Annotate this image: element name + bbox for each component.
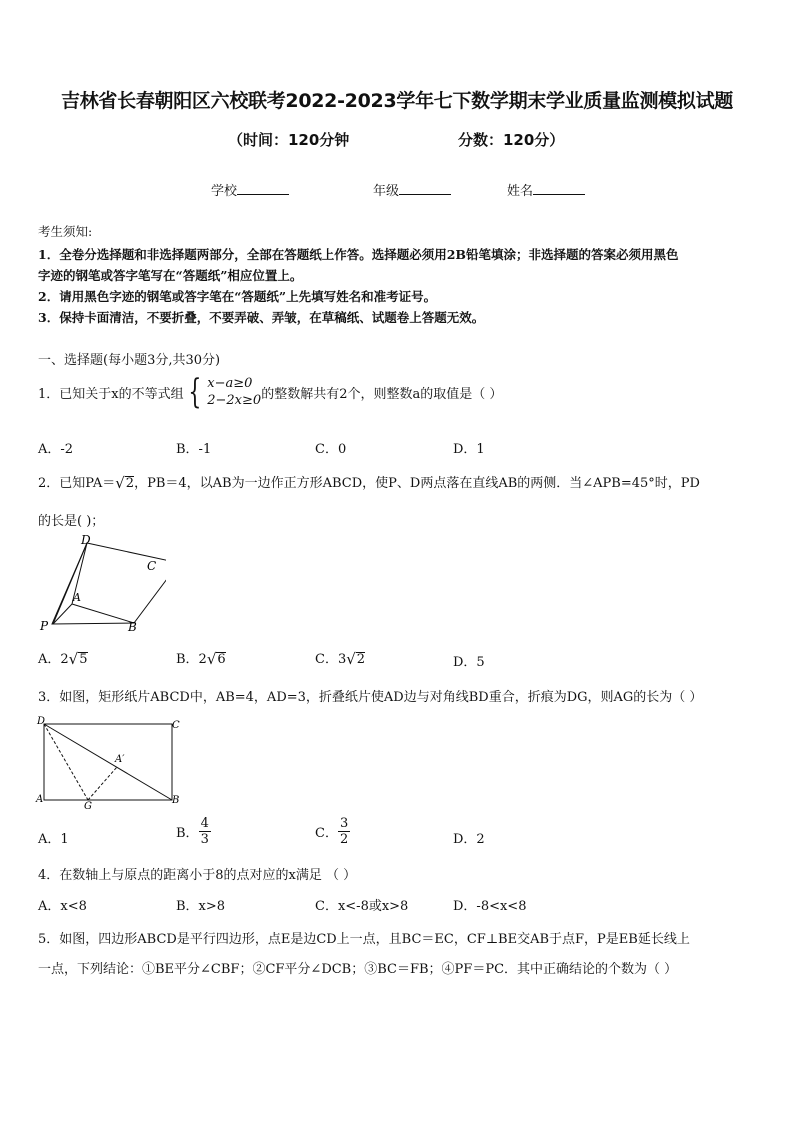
q2-pa: PA＝: [85, 476, 116, 491]
q1-option-b[interactable]: B．-1: [176, 442, 212, 457]
label-b: B: [172, 795, 180, 806]
label-a: A: [73, 591, 81, 604]
q3-option-c[interactable]: C． $\frac{3}{2}$: [315, 816, 349, 847]
diagonal-bd: [44, 724, 172, 800]
question-1: [38, 372, 503, 412]
q2-line-2: 的长是( )；: [38, 514, 105, 529]
page-title: 吉林省长春朝阳区六校联考2022-2023学年七下数学期末学业质量监测模拟试题: [61, 90, 733, 112]
label-d: D: [37, 716, 46, 727]
q4-option-a[interactable]: A．x<8: [38, 899, 87, 914]
square-abcd: [52, 543, 166, 624]
question-3: 3．如图，矩形纸片ABCD中，AB=4，AD=3，折叠纸片使AD边与对角线BD重合，折痕为DG，则AG的长为（ ）: [38, 690, 703, 705]
fold-dg: [44, 724, 88, 800]
question-5-line-1: 5．如图，四边形ABCD是平行四边形，点E是边CD上一点，且BC＝EC，CF⊥BE交AB于点F，P是EB延长线上: [38, 932, 690, 947]
exam-time: （时间：120分钟: [228, 131, 350, 149]
inequality-system: [184, 372, 262, 412]
q1-prefix: 1．已知关于x的不等式组: [38, 386, 184, 402]
label-g: G: [84, 801, 92, 810]
school-label: 学校: [211, 184, 238, 199]
q1-option-c[interactable]: C．0: [315, 442, 347, 457]
notice-line-3: 3．保持卡面清洁，不要折叠，不要弄破、弄皱，在草稿纸、试题卷上答题无效。: [38, 310, 485, 325]
label-a: A: [36, 794, 44, 805]
q3-option-b[interactable]: B． $\frac{4}{3}$: [176, 816, 209, 847]
notice-line-2: 2．请用黑色字迹的钢笔或答字笔在“答题纸”上先填写姓名和准考证号。: [38, 289, 437, 304]
inequality-1: x−a≥0: [207, 376, 253, 391]
label-a-prime: A′: [115, 754, 125, 765]
q2-prefix: 2．已知: [38, 476, 86, 491]
notice-line-1b: 字迹的钢笔或答字笔写在“答题纸”相应位置上。: [38, 268, 303, 283]
grade-label: 年级: [373, 184, 400, 199]
q3-option-a[interactable]: A．1: [38, 832, 69, 847]
sqrt-2: √ 2: [115, 474, 135, 492]
q2-option-c[interactable]: C．3 √ 2: [315, 650, 366, 668]
school-field: [211, 180, 289, 199]
section-heading: 一、选择题(每小题3分,共30分): [38, 353, 221, 368]
q3-option-d[interactable]: D．2: [453, 832, 485, 847]
name-label: 姓名: [507, 184, 534, 199]
inequality-2: 2−2x≥0: [207, 393, 262, 408]
q1-option-d[interactable]: D．1: [453, 442, 485, 457]
segment-ab: [72, 604, 134, 623]
q2-suffix: ，以AB为一边作正方形ABCD，使P、D两点落在直线AB的两侧．当∠APB=45°时，PD: [186, 476, 700, 491]
name-input[interactable]: [533, 182, 585, 195]
q2-pb: ，PB＝4: [134, 476, 187, 491]
label-d: D: [81, 533, 91, 547]
q2-figure: [36, 532, 166, 640]
label-b: B: [128, 620, 137, 634]
notice-line-1: 1．全卷分选择题和非选择题两部分，全部在答题纸上作答。选择题必须用2B铅笔填涂；非选择题的答案必须用黑色: [38, 247, 679, 262]
segment-pd: [53, 543, 87, 624]
label-c: C: [172, 720, 180, 731]
q2-option-a[interactable]: A．2 √ 5: [38, 650, 88, 668]
label-c: C: [147, 559, 157, 573]
exam-score: 分数：120分）: [458, 131, 565, 149]
question-2: [38, 472, 700, 491]
q4-option-c[interactable]: C．x<-8或x>8: [315, 899, 409, 914]
grade-input[interactable]: [399, 182, 451, 195]
grade-field: [373, 180, 451, 199]
q3-figure: [34, 714, 184, 810]
q1-suffix: 的整数解共有2个，则整数a的取值是（ ）: [261, 386, 503, 402]
school-input[interactable]: [237, 182, 289, 195]
question-4: 4．在数轴上与原点的距离小于8的点对应的x满足 （ ）: [38, 868, 357, 883]
q4-option-d[interactable]: D．-8<x<8: [453, 899, 527, 914]
notice-heading: 考生须知:: [38, 224, 93, 239]
segment-ga1: [88, 767, 117, 800]
q4-option-b[interactable]: B．x>8: [176, 899, 226, 914]
q1-option-a[interactable]: A．-2: [38, 442, 74, 457]
label-p: P: [40, 619, 49, 633]
fraction-3-2: $\frac{3}{2}$: [339, 816, 349, 847]
name-field: [507, 180, 585, 199]
brace-icon: {: [187, 372, 201, 412]
q2-option-d[interactable]: D．5: [453, 655, 485, 670]
q2-option-b[interactable]: B．2 √ 6: [176, 650, 226, 668]
question-5-line-2: 一点，下列结论：①BE平分∠CBF；②CF平分∠DCB；③BC＝FB；④PF＝PC．其中正确结论的个数为（ ）: [38, 962, 678, 977]
fraction-4-3: $\frac{4}{3}$: [200, 816, 209, 847]
